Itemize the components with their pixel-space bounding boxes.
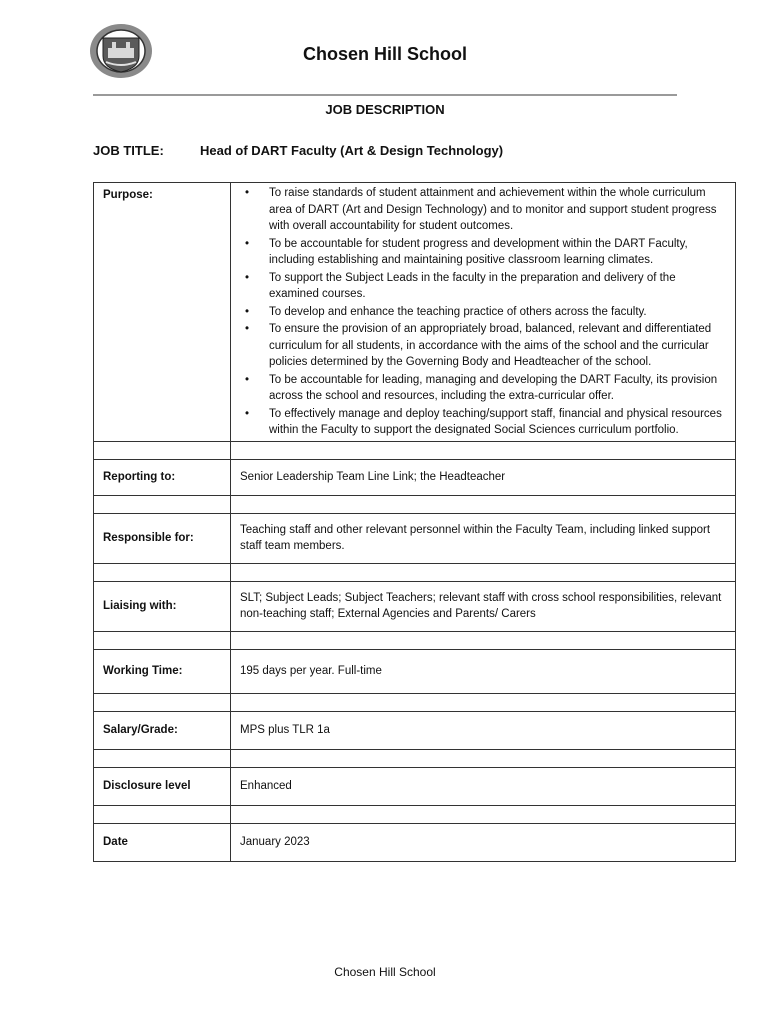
spacer-row [94,631,736,649]
salary-row [94,711,736,749]
purpose-bullet: • To effectively manage and deploy teaching/support staff, financial and physical resources within the Faculty to support the designated Social Sciences curriculum portfolio. [269,406,727,439]
purpose-bullet: • To ensure the provision of an appropriately broad, balanced, relevant and differentiated curriculum for all students, in accordance with the aims of the school and the curricular policies determined by the Governing Body and Headteacher of the school. [269,321,727,371]
purpose-value [231,183,736,442]
purpose-bullet: • To develop and enhance the teaching practice of others across the faculty. [269,304,727,321]
disclosure-row [94,767,736,805]
working-time-label: Working Time: [94,649,231,693]
disclosure-label: Disclosure level [94,767,231,805]
header-divider [93,94,677,96]
salary-label: Salary/Grade: [94,711,231,749]
spacer-row [94,441,736,459]
responsible-row [94,513,736,563]
document-heading: JOB DESCRIPTION [325,102,445,117]
purpose-bullet: • To be accountable for student progress and development within the DART Faculty, including establishing and maintaining positive classroom learning climates. [269,236,727,269]
job-title-label: JOB TITLE: [93,143,164,158]
job-details-table [93,182,736,862]
spacer-row [94,749,736,767]
date-value: January 2023 [231,823,736,861]
liaising-value: SLT; Subject Leads; Subject Teachers; relevant staff with cross school responsibilities, relevant non-teaching staff; External Agencies and Parents/ Carers [231,581,736,631]
purpose-bullet: • To support the Subject Leads in the faculty in the preparation and delivery of the examined courses. [269,270,727,303]
reporting-value: Senior Leadership Team Line Link; the Headteacher [231,459,736,495]
liaising-label: Liaising with: [94,581,231,631]
page-footer: Chosen Hill School [334,965,436,979]
responsible-label: Responsible for: [94,513,231,563]
reporting-row [94,459,736,495]
spacer-row [94,495,736,513]
working-time-row [94,649,736,693]
reporting-label: Reporting to: [94,459,231,495]
spacer-row [94,693,736,711]
purpose-label: Purpose: [94,183,231,442]
disclosure-value: Enhanced [231,767,736,805]
purpose-bullet-list [240,185,727,439]
school-title: Chosen Hill School [302,44,467,64]
working-time-value: 195 days per year. Full-time [231,649,736,693]
date-row [94,823,736,861]
spacer-row [94,563,736,581]
date-label: Date [94,823,231,861]
responsible-value: Teaching staff and other relevant personnel within the Faculty Team, including linked support staff team members. [231,513,736,563]
purpose-bullet: • To be accountable for leading, managing and developing the DART Faculty, its provision across the school and resources, including the extra-curricular offer. [269,372,727,405]
purpose-bullet: • To raise standards of student attainment and achievement within the whole curriculum area of DART (Art and Design Technology) and to monitor and support student progress with overall accountability for student outcomes. [269,185,727,235]
salary-value: MPS plus TLR 1a [231,711,736,749]
liaising-row [94,581,736,631]
purpose-row [94,183,736,442]
spacer-row [94,805,736,823]
job-title-value: Head of DART Faculty (Art & Design Technology) [200,143,504,158]
